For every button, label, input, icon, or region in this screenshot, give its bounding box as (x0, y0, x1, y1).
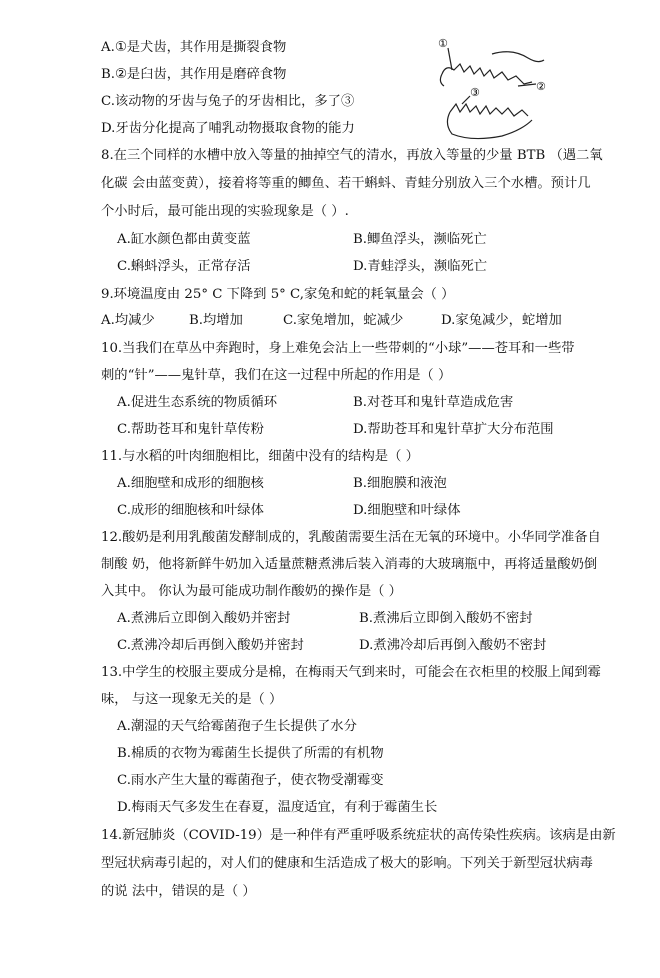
q13-stem-2: 味， 与这一现象无关的是（ ） (101, 692, 283, 707)
q13-option-d: D.梅雨天气多发生在春夏，温度适宜，有利于霉菌生长 (117, 800, 438, 815)
q12-option-d: D.煮沸冷却后再倒入酸奶不密封 (359, 638, 547, 653)
q13-option-b: B.棉质的衣物为霉菌生长提供了所需的有机物 (117, 746, 384, 761)
q12-option-c: C.煮沸冷却后再倒入酸奶并密封 (117, 638, 304, 653)
q12-option-b: B.煮沸后立即倒入酸奶不密封 (359, 611, 533, 626)
q10-option-b: B.对苍耳和鬼针草造成危害 (353, 395, 514, 410)
q8-stem-3: 个小时后，最可能出现的实验现象是（ ）. (101, 204, 349, 219)
figure-label-3: ③ (470, 86, 480, 99)
q9-option-a: A.均减少 (101, 313, 155, 328)
q8-option-d: D.青蛙浮头，濒临死亡 (353, 259, 488, 274)
q11-option-a: A.细胞壁和成形的细胞核 (117, 476, 264, 491)
q14-stem-1: 14.新冠肺炎（COVID-19）是一种伴有严重呼吸系统症状的高传染性疾病。该病是由新 (101, 828, 616, 843)
q13-option-c: C.雨水产生大量的霉菌孢子，使衣物受潮霉变 (117, 773, 384, 788)
q10-stem-2: 刺的“针”——鬼针草，我们在这一过程中所起的作用是（ ） (101, 368, 452, 383)
q7-option-a: A.①是犬齿，其作用是撕裂食物 (101, 40, 287, 55)
q13-option-a: A.潮湿的天气给霉菌孢子生长提供了水分 (117, 719, 357, 734)
q11-option-d: D.细胞壁和叶绿体 (353, 503, 461, 518)
q12-stem-1: 12.酸奶是利用乳酸菌发酵制成的，乳酸菌需要生活在无氧的环境中。小华同学准备自 (101, 530, 601, 545)
q8-option-b: B.鲫鱼浮头，濒临死亡 (353, 232, 487, 247)
q11-stem: 11.与水稻的叶肉细胞相比，细菌中没有的结构是（ ） (101, 449, 419, 464)
q13-stem-1: 13.中学生的校服主要成分是棉，在梅雨天气到来时，可能会在衣柜里的校服上闻到霉 (101, 665, 601, 680)
q7-option-c: C.该动物的牙齿与兔子的牙齿相比，多了③ (101, 94, 355, 109)
q12-option-a: A.煮沸后立即倒入酸奶并密封 (117, 611, 291, 626)
q11-option-b: B.细胞膜和液泡 (353, 476, 447, 491)
q10-option-c: C.帮助苍耳和鬼针草传粉 (117, 422, 264, 437)
q9-option-d: D.家兔减少，蛇增加 (441, 313, 562, 328)
q8-option-c: C.蝌蚪浮头，正常存活 (117, 259, 251, 274)
q12-stem-3: 入其中。 你认为最可能成功制作酸奶的操作是（ ） (101, 584, 402, 599)
q9-stem: 9.环境温度由 25° C 下降到 5° C,家兔和蛇的耗氧量会（ ） (101, 287, 455, 302)
q8-stem-1: 8.在三个同样的水槽中放入等量的抽掉空气的清水，再放入等量的少量 BTB （遇二氧 (101, 148, 603, 163)
q12-stem-2: 制酸 奶，他将新鲜牛奶加入适量蔗糖煮沸后装入消毒的大玻璃瓶中，再将适量酸奶倒 (101, 557, 598, 572)
q9-option-c: C.家兔增加，蛇减少 (283, 313, 404, 328)
q7-option-b: B.②是臼齿，其作用是磨碎食物 (101, 67, 287, 82)
q14-stem-3: 的说 法中，错误的是（ ） (101, 884, 256, 899)
q8-option-a: A.缸水颜色都由黄变蓝 (117, 232, 251, 247)
figure-label-2: ② (536, 80, 546, 93)
q8-stem-2: 化碳 会由蓝变黄），接着将等重的鲫鱼、若干蝌蚪、青蛙分别放入三个水槽。预计几 (101, 176, 591, 191)
q7-option-d: D.牙齿分化提高了哺乳动物摄取食物的能力 (101, 121, 355, 136)
q10-option-a: A.促进生态系统的物质循环 (117, 395, 278, 410)
q14-stem-2: 型冠状病毒引起的，对人们的健康和生活造成了极大的影响。下列关于新型冠状病毒 (101, 856, 593, 871)
teeth-skull-figure (432, 34, 552, 144)
q10-option-d: D.帮助苍耳和鬼针草扩大分布范围 (353, 422, 554, 437)
q10-stem-1: 10.当我们在草丛中奔跑时，身上难免会沾上一些带刺的“小球”——苍耳和一些带 (101, 341, 575, 356)
q11-option-c: C.成形的细胞核和叶绿体 (117, 503, 264, 518)
figure-label-1: ① (438, 37, 448, 50)
q9-option-b: B.均增加 (189, 313, 243, 328)
